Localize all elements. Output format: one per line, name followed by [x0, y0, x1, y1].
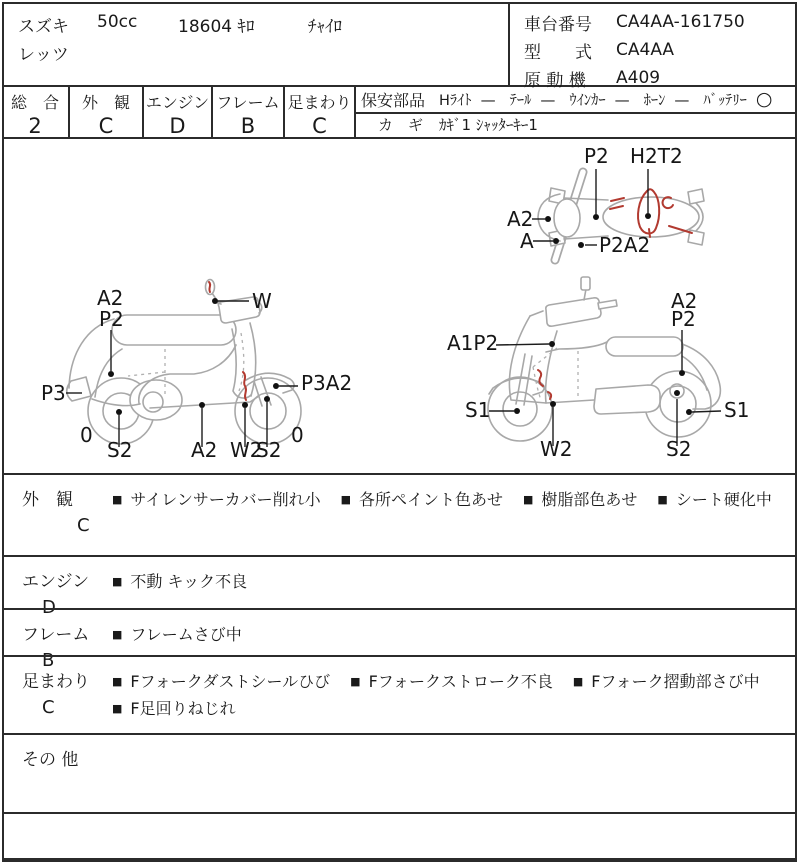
safety-part-name: ﾊﾞｯﾃﾘｰ: [703, 93, 747, 109]
pointer-dot: [108, 371, 114, 377]
safety-part-status: —: [614, 90, 630, 109]
scooter-top-view-drawing: [507, 144, 704, 260]
body-color: ﾁｬｲﾛ: [308, 17, 342, 37]
damage-code-label: P3A2: [301, 371, 353, 395]
pointer-dot: [674, 390, 680, 396]
pointer-dot: [199, 402, 205, 408]
rear-cowl-inner: [682, 356, 707, 390]
rear-fender: [67, 377, 91, 401]
safety-parts-row: [356, 87, 797, 114]
pointer-dot: [116, 409, 122, 415]
damage-code-label: A: [520, 229, 534, 253]
chassis-number-label: 車台番号: [524, 14, 592, 35]
grip: [598, 300, 617, 309]
pointer-dot: [593, 214, 599, 220]
damage-code-label: P2: [584, 144, 609, 168]
safety-parts-label: 保安部品: [361, 91, 426, 110]
score-overall-value: 2: [28, 114, 42, 138]
comment-text: 樹脂部色あせ: [541, 490, 638, 509]
score-overall: [2, 87, 70, 137]
key-row: [356, 114, 797, 135]
bullet-icon: ■: [112, 493, 123, 506]
safety-part-item: [644, 89, 690, 110]
safety-part-name: ｳｲﾝｶｰ: [569, 93, 606, 109]
score-exterior-value: C: [98, 114, 114, 138]
section-label: 足まわり: [22, 672, 90, 692]
damage-code-label: A1P2: [447, 331, 499, 355]
model-name: レッツ: [18, 45, 69, 65]
pointer-dot: [545, 216, 551, 222]
comment-item: [112, 487, 321, 510]
damage-code-label: W2: [230, 438, 263, 462]
comment-item: [112, 622, 242, 645]
damage-code-label: S1: [724, 398, 750, 422]
comment-text: Fフォークストローク不良: [368, 672, 553, 691]
comment-text: シート硬化中: [675, 490, 772, 509]
bottom-empty-row: [2, 812, 797, 860]
damage-code-label: S2: [256, 438, 282, 462]
pointer-dot: [264, 396, 270, 402]
pointer-dot: [679, 370, 685, 376]
handlebar-cover: [546, 298, 601, 326]
leg-shield-rear: [232, 329, 251, 398]
damage-code-label: H2T2: [630, 144, 683, 168]
safety-part-item: [703, 89, 772, 110]
score-frame: [213, 87, 285, 137]
comment-text: 各所ペイント色あせ: [358, 490, 503, 509]
key-label: カ ギ: [378, 116, 424, 134]
damage-code-label: P2A2: [599, 233, 651, 257]
vehicle-summary: [2, 2, 510, 85]
section-comments: [112, 610, 797, 655]
section-exterior: [2, 473, 797, 555]
seat-side-view: [112, 315, 236, 345]
score-engine: [144, 87, 213, 137]
pointer-dot: [686, 409, 692, 415]
maker-name: スズキ: [18, 17, 69, 37]
section-label: エンジン: [22, 572, 90, 592]
chassis-number-value: CA4AA-161750: [616, 12, 745, 32]
bullet-icon: ■: [112, 675, 123, 688]
section-label-col: [2, 557, 112, 618]
identification-block: [512, 2, 797, 91]
damage-code-label: S2: [666, 437, 692, 461]
score-frame-value: B: [240, 114, 256, 138]
engine-code-label: 原 動 機: [524, 70, 586, 91]
bullet-icon: ■: [572, 675, 584, 688]
section-comments: [112, 475, 797, 555]
model-code-value: CA4AA: [616, 40, 675, 60]
mirror: [581, 277, 590, 290]
displacement: 50cc: [97, 12, 138, 32]
pointer-dot: [514, 408, 520, 414]
bullet-icon: ■: [523, 493, 534, 506]
damage-code-label: A2: [671, 289, 698, 313]
score-overall-label: 総 合: [10, 93, 59, 112]
comment-text: サイレンサーカバー削れ小: [130, 490, 321, 509]
model-code-row: [524, 36, 797, 64]
section-frame: [2, 608, 797, 671]
score-row: [2, 87, 797, 139]
engine-case: [130, 380, 182, 420]
hidden-line-shield: [239, 333, 244, 391]
pointer-dot: [242, 402, 248, 408]
pointer-dot: [212, 298, 218, 304]
comment-item: [573, 669, 760, 692]
comment-text: Fフォークダストシールひび: [130, 672, 331, 691]
section-comments: [112, 657, 797, 733]
section-label-col: [2, 475, 112, 555]
section-grade: D: [42, 597, 56, 618]
section-comments: [112, 557, 797, 608]
pointer-dot: [553, 238, 559, 244]
comment-item: [112, 569, 247, 592]
pointer-line: [496, 344, 549, 345]
steering-column: [554, 199, 580, 237]
section-label: 外 観: [22, 490, 73, 510]
bullet-icon: ■: [112, 702, 123, 715]
front-fork: [254, 377, 271, 406]
damage-code-label: A2: [97, 286, 124, 310]
bullet-icon: ■: [657, 493, 668, 506]
section-engine: [2, 555, 797, 618]
score-exterior-label: 外 観: [81, 93, 130, 112]
bullet-icon: ■: [350, 675, 361, 688]
safety-part-name: ﾃｰﾙ: [509, 93, 532, 109]
safety-part-item: [510, 89, 556, 110]
safety-part-status: —: [540, 90, 556, 109]
seat-side-view: [606, 337, 683, 356]
section-undercarriage: [2, 655, 797, 733]
comment-item: [523, 487, 637, 510]
comment-item: [112, 669, 330, 692]
score-undercarriage: [285, 87, 356, 137]
damage-code-label: S1: [465, 398, 491, 422]
comment-item: [657, 487, 771, 510]
section-other: [2, 733, 797, 812]
damage-code-label: W: [252, 289, 272, 313]
score-frame-label: フレーム: [216, 93, 280, 112]
comment-text: Fフォーク摺動部さび中: [591, 672, 760, 691]
safety-part-name: ﾎｰﾝ: [643, 93, 666, 109]
safety-part-item: [569, 89, 629, 110]
inspection-diagram-svg: [0, 139, 800, 473]
chassis-number-row: [524, 8, 797, 36]
score-undercarriage-value: C: [312, 114, 327, 138]
section-grade: C: [77, 515, 90, 536]
score-exterior: [70, 87, 144, 137]
damage-diagram: [0, 139, 800, 473]
section-label-col: [2, 735, 112, 812]
damage-code-label: 0: [80, 423, 93, 447]
safety-part-name: Hﾗｲﾄ: [439, 93, 472, 109]
scooter-left-side-drawing: [447, 277, 749, 461]
safety-part-status: —: [674, 90, 690, 109]
damage-mark-shield: [243, 372, 246, 400]
scooter-right-side-drawing: [41, 280, 352, 463]
damage-code-label: P3: [41, 381, 66, 405]
comment-text: 不動 キック不良: [130, 572, 248, 591]
shield-top: [530, 311, 543, 316]
pointer-dot: [549, 341, 555, 347]
damage-code-label: A2: [507, 207, 534, 231]
mileage: 18604 ｷﾛ: [178, 17, 255, 37]
damage-code-label: S2: [107, 438, 133, 462]
damage-code-label: W2: [540, 437, 573, 461]
bullet-icon: ■: [112, 575, 123, 588]
section-grade: C: [42, 697, 55, 718]
header-row: [2, 2, 797, 91]
engine-code-value: A409: [616, 68, 661, 88]
pointer-dot: [645, 213, 651, 219]
safety-part-item: [439, 89, 496, 110]
section-label: フレーム: [22, 625, 90, 645]
damage-code-label: 0: [291, 423, 304, 447]
comment-text: F足回りねじれ: [130, 699, 236, 718]
comment-item: [341, 487, 503, 510]
section-comments: [112, 735, 797, 812]
safety-part-status: ○: [755, 88, 773, 110]
section-label-col: [2, 610, 112, 671]
engine-muffler: [594, 385, 660, 414]
score-undercarriage-label: 足まわり: [287, 93, 352, 112]
bullet-icon: ■: [340, 493, 351, 506]
leg-shield: [509, 316, 557, 403]
pointer-line: [692, 411, 721, 412]
model-code-label: 型 式: [524, 42, 592, 63]
damage-code-label: A2: [191, 438, 218, 462]
comment-item: [350, 669, 553, 692]
comment-item: [112, 696, 236, 719]
front-wheel-hub: [503, 392, 537, 426]
damage-code-label: P2: [671, 307, 696, 331]
comment-text: フレームさび中: [130, 625, 242, 644]
bullet-icon: ■: [112, 628, 123, 641]
key-value: ｶｷﾞ1 ｼｬｯﾀｰｷｰ1: [439, 116, 538, 134]
score-engine-value: D: [169, 114, 186, 138]
section-grade: B: [42, 650, 55, 671]
safety-part-status: —: [480, 90, 496, 109]
damage-mark-mirror: [209, 282, 210, 292]
safety-parts-cell: [356, 87, 797, 137]
pointer-dot: [550, 401, 556, 407]
score-engine-label: エンジン: [145, 93, 210, 112]
section-label-col: [2, 657, 112, 733]
pointer-dot: [578, 242, 584, 248]
section-label: その 他: [22, 750, 79, 770]
pointer-dot: [273, 383, 279, 389]
damage-code-label: P2: [99, 307, 124, 331]
